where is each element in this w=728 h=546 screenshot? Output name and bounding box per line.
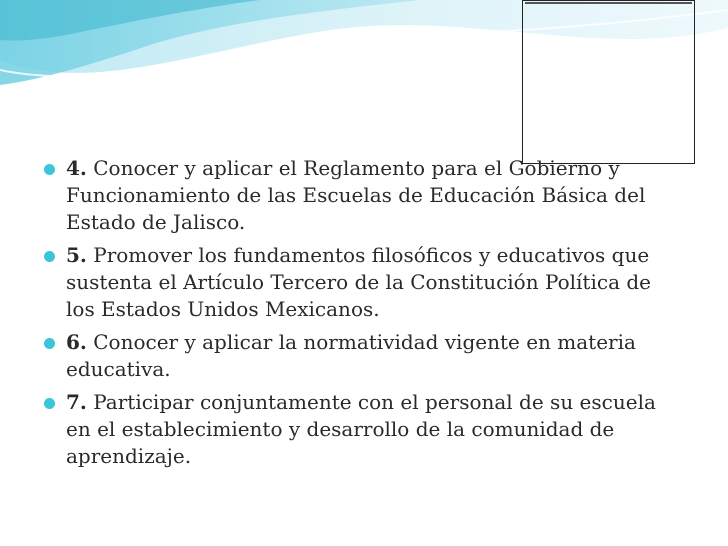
list-item [44, 389, 684, 470]
list-item [44, 242, 684, 323]
list-item [44, 155, 684, 236]
item-text: Participar conjuntamente con el personal de su escuela en el establecimiento y desarrollo de la comunidad de aprendizaje. [66, 390, 656, 468]
bullet-list [44, 155, 684, 476]
list-item [44, 329, 684, 383]
bullet-dot-icon [44, 164, 55, 175]
image-top-border [525, 2, 692, 4]
item-number: 5. [66, 243, 87, 267]
image-placeholder-frame [522, 0, 695, 164]
item-text: Conocer y aplicar la normatividad vigente en materia educativa. [66, 330, 636, 381]
bullet-dot-icon [44, 251, 55, 262]
bullet-dot-icon [44, 338, 55, 349]
item-number: 7. [66, 390, 87, 414]
item-number: 6. [66, 330, 87, 354]
bullet-dot-icon [44, 398, 55, 409]
item-text: Promover los fundamentos filosóficos y educativos que sustenta el Artículo Tercero de la Constitución Política de los Estados Unidos Mexicanos. [66, 243, 651, 321]
item-text: Conocer y aplicar el Reglamento para el Gobierno y Funcionamiento de las Escuelas de Educación Básica del Estado de Jalisco. [66, 156, 646, 234]
item-number: 4. [66, 156, 87, 180]
